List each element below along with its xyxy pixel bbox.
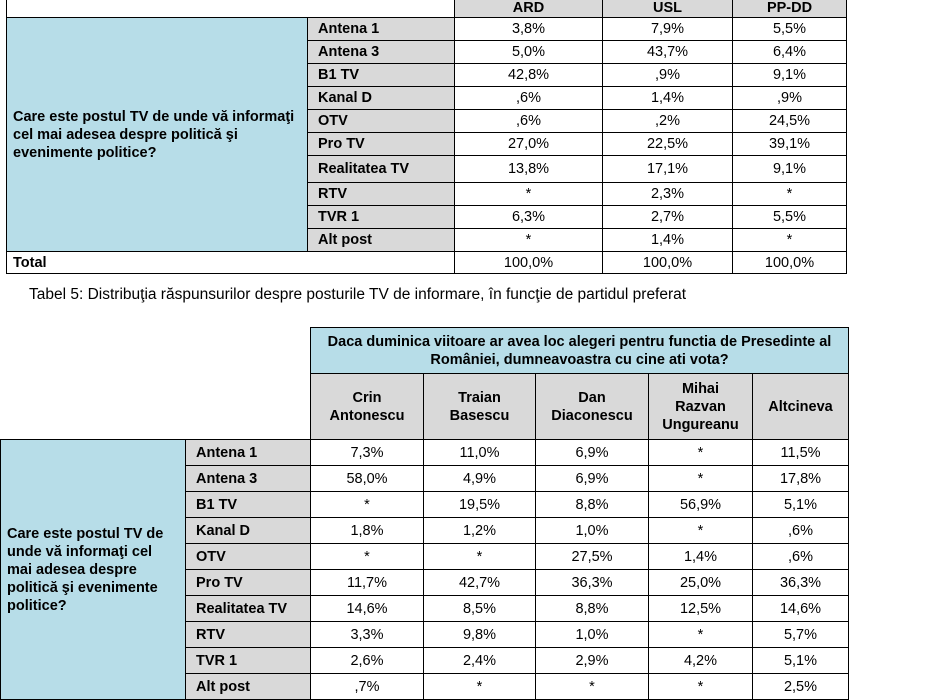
value-cell: 2,6% — [311, 648, 424, 674]
total-row — [7, 252, 847, 274]
value-cell: 12,5% — [649, 596, 753, 622]
value-cell: 9,8% — [424, 622, 536, 648]
value-cell: ,6% — [753, 544, 849, 570]
value-cell: 19,5% — [424, 492, 536, 518]
channel-label: Kanal D — [186, 518, 311, 544]
candidate-header: Crin Antonescu — [311, 374, 424, 440]
channel-label: Pro TV — [308, 133, 455, 156]
channel-label: B1 TV — [186, 492, 311, 518]
column-header: USL — [603, 0, 733, 18]
value-cell: 6,3% — [455, 206, 603, 229]
table-president — [0, 327, 849, 700]
table-header-row — [7, 0, 847, 18]
value-cell: * — [311, 544, 424, 570]
value-cell: 6,9% — [536, 466, 649, 492]
channel-label: TVR 1 — [186, 648, 311, 674]
value-cell: 43,7% — [603, 41, 733, 64]
channel-label: Alt post — [308, 229, 455, 252]
value-cell: * — [649, 518, 753, 544]
value-cell: 17,8% — [753, 466, 849, 492]
value-cell: 58,0% — [311, 466, 424, 492]
value-cell: 14,6% — [311, 596, 424, 622]
channel-label: Alt post — [186, 674, 311, 700]
total-value: 100,0% — [455, 252, 603, 274]
total-value: 100,0% — [733, 252, 847, 274]
value-cell: 56,9% — [649, 492, 753, 518]
channel-label: Pro TV — [186, 570, 311, 596]
value-cell: * — [424, 674, 536, 700]
channel-label: OTV — [308, 110, 455, 133]
channel-label: Antena 1 — [186, 440, 311, 466]
value-cell: * — [536, 674, 649, 700]
value-cell: 2,3% — [603, 183, 733, 206]
value-cell: 36,3% — [536, 570, 649, 596]
value-cell: 9,1% — [733, 64, 847, 87]
channel-label: Kanal D — [308, 87, 455, 110]
value-cell: * — [733, 229, 847, 252]
value-cell: 11,7% — [311, 570, 424, 596]
value-cell: ,9% — [603, 64, 733, 87]
channel-label: RTV — [308, 183, 455, 206]
value-cell: 1,4% — [649, 544, 753, 570]
value-cell: 3,8% — [455, 18, 603, 41]
value-cell: 8,5% — [424, 596, 536, 622]
value-cell: 1,8% — [311, 518, 424, 544]
value-cell: 6,4% — [733, 41, 847, 64]
value-cell: 17,1% — [603, 156, 733, 183]
channel-label: Antena 3 — [308, 41, 455, 64]
value-cell: 2,5% — [753, 674, 849, 700]
value-cell: 7,9% — [603, 18, 733, 41]
value-cell: 1,4% — [603, 229, 733, 252]
value-cell: * — [649, 622, 753, 648]
value-cell: 4,9% — [424, 466, 536, 492]
total-label: Total — [7, 252, 455, 274]
value-cell: 6,9% — [536, 440, 649, 466]
value-cell: 1,0% — [536, 622, 649, 648]
group-header-row — [1, 328, 849, 374]
header-blank — [7, 0, 455, 18]
value-cell: ,9% — [733, 87, 847, 110]
value-cell: 25,0% — [649, 570, 753, 596]
total-value: 100,0% — [603, 252, 733, 274]
value-cell: 11,5% — [753, 440, 849, 466]
value-cell: * — [455, 183, 603, 206]
value-cell: ,6% — [753, 518, 849, 544]
value-cell: 5,0% — [455, 41, 603, 64]
value-cell: 2,7% — [603, 206, 733, 229]
channel-label: RTV — [186, 622, 311, 648]
value-cell: 5,7% — [753, 622, 849, 648]
channel-label: B1 TV — [308, 64, 455, 87]
value-cell: 27,5% — [536, 544, 649, 570]
candidate-header: Mihai Razvan Ungureanu — [649, 374, 753, 440]
value-cell: 2,4% — [424, 648, 536, 674]
value-cell: * — [424, 544, 536, 570]
channel-label: Realitatea TV — [186, 596, 311, 622]
question-cell: Care este postul TV de unde vă informaţi cel mai adesea despre politică şi evenimente politice? — [1, 440, 186, 700]
value-cell: * — [311, 492, 424, 518]
channel-label: Realitatea TV — [308, 156, 455, 183]
value-cell: * — [649, 674, 753, 700]
candidate-header: Altcineva — [753, 374, 849, 440]
channel-label: Antena 3 — [186, 466, 311, 492]
value-cell: 1,0% — [536, 518, 649, 544]
value-cell: 24,5% — [733, 110, 847, 133]
value-cell: 42,7% — [424, 570, 536, 596]
channel-label: OTV — [186, 544, 311, 570]
value-cell: 42,8% — [455, 64, 603, 87]
value-cell: 39,1% — [733, 133, 847, 156]
value-cell: ,6% — [455, 110, 603, 133]
value-cell: 4,2% — [649, 648, 753, 674]
candidate-header: Dan Diaconescu — [536, 374, 649, 440]
value-cell: 11,0% — [424, 440, 536, 466]
group-header: Daca duminica viitoare ar avea loc alegeri pentru functia de Presedinte al României, dumneavoastra cu cine ati vota? — [311, 328, 849, 374]
value-cell: 9,1% — [733, 156, 847, 183]
table-row — [1, 440, 849, 466]
value-cell: 5,5% — [733, 206, 847, 229]
value-cell: * — [455, 229, 603, 252]
value-cell: 14,6% — [753, 596, 849, 622]
value-cell: 3,3% — [311, 622, 424, 648]
value-cell: ,6% — [455, 87, 603, 110]
value-cell: 5,5% — [733, 18, 847, 41]
value-cell: * — [649, 466, 753, 492]
value-cell: 7,3% — [311, 440, 424, 466]
channel-label: TVR 1 — [308, 206, 455, 229]
channel-label: Antena 1 — [308, 18, 455, 41]
value-cell: 2,9% — [536, 648, 649, 674]
value-cell: * — [649, 440, 753, 466]
table-row — [7, 18, 847, 41]
question-cell: Care este postul TV de unde vă informaţi cel mai adesea despre politică şi evenimente politice? — [7, 18, 308, 252]
value-cell: 1,2% — [424, 518, 536, 544]
value-cell: 13,8% — [455, 156, 603, 183]
value-cell: 27,0% — [455, 133, 603, 156]
table-party — [6, 0, 847, 274]
value-cell: 36,3% — [753, 570, 849, 596]
header-blank — [1, 328, 311, 440]
table-caption: Tabel 5: Distribuţia răspunsurilor despre posturile TV de informare, în funcţie de partidul preferat — [29, 286, 687, 303]
value-cell: 5,1% — [753, 648, 849, 674]
candidate-header: Traian Basescu — [424, 374, 536, 440]
value-cell: 22,5% — [603, 133, 733, 156]
value-cell: * — [733, 183, 847, 206]
column-header: ARD — [455, 0, 603, 18]
value-cell: 5,1% — [753, 492, 849, 518]
value-cell: 8,8% — [536, 596, 649, 622]
value-cell: 1,4% — [603, 87, 733, 110]
value-cell: 8,8% — [536, 492, 649, 518]
value-cell: ,7% — [311, 674, 424, 700]
value-cell: ,2% — [603, 110, 733, 133]
column-header: PP-DD — [733, 0, 847, 18]
